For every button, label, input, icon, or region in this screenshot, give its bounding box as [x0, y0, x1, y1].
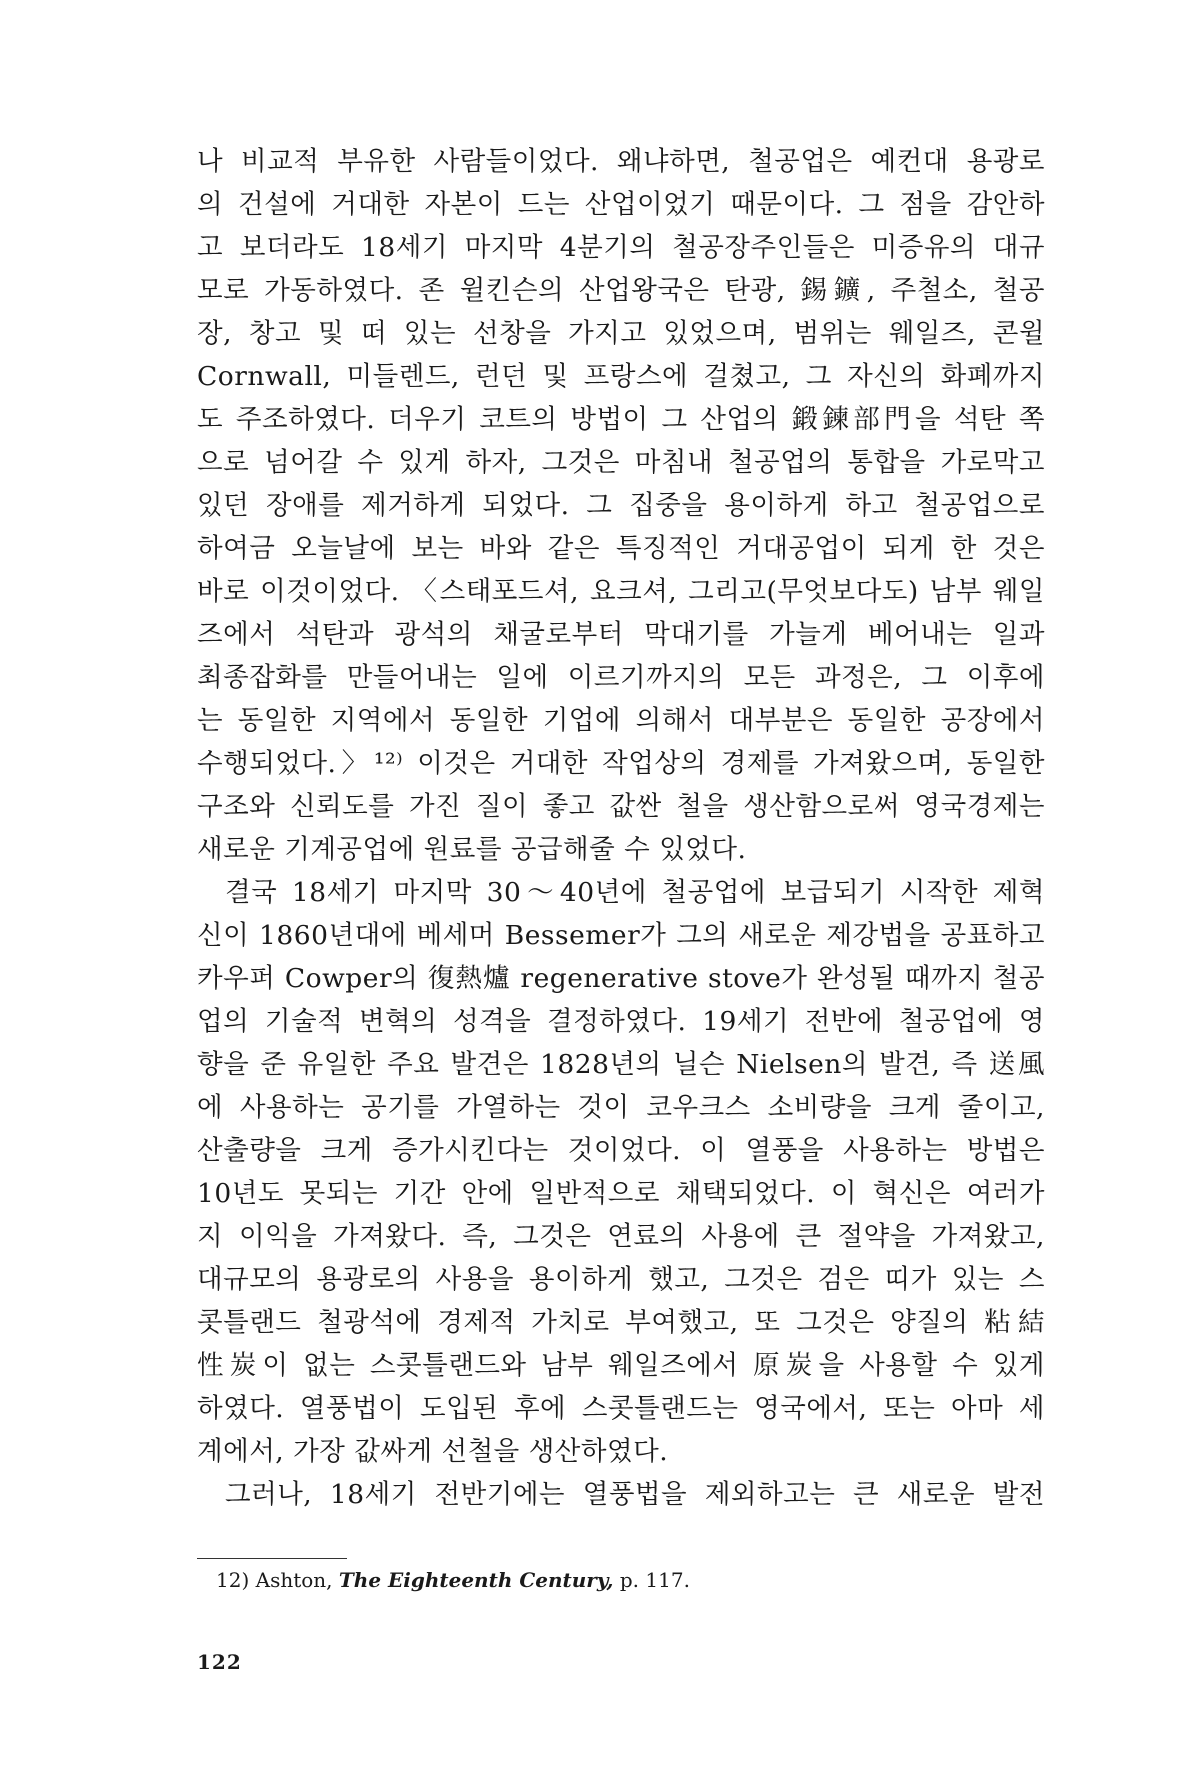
paragraph-start-line: 그러나, 18세기 전반기에는 열풍법을 제외하고는 큰 새로운 발전 — [225, 1479, 1045, 1510]
text-line: 즈에서 석탄과 광석의 채굴로부터 막대기를 가늘게 베어내는 일과 — [197, 619, 1045, 650]
text-line: 있던 장애를 제거하게 되었다. 그 집중을 용이하게 하고 철공업으로 — [197, 490, 1045, 521]
text-line: 나 비교적 부유한 사람들이었다. 왜냐하면, 철공업은 예컨대 용광로 — [197, 146, 1045, 177]
footnote-divider — [197, 1558, 347, 1559]
text-line: 으로 넘어갈 수 있게 하자, 그것은 마침내 철공업의 통합을 가로막고 — [197, 447, 1045, 478]
text-line: 대규모의 용광로의 사용을 용이하게 했고, 그것은 검은 띠가 있는 스 — [197, 1264, 1045, 1295]
text-line: 최종잡화를 만들어내는 일에 이르기까지의 모든 과정은, 그 이후에 — [197, 662, 1045, 693]
text-line: 고 보더라도 18세기 마지막 4분기의 철공장주인들은 미증유의 대규 — [197, 232, 1045, 263]
text-line: 에 사용하는 공기를 가열하는 것이 코우크스 소비량을 크게 줄이고, — [197, 1092, 1045, 1123]
footnote-author: Ashton, — [255, 1568, 333, 1592]
text-line: 하였다. 열풍법이 도입된 후에 스콧틀랜드는 영국에서, 또는 아마 세 — [197, 1393, 1045, 1424]
paragraph-start-line: 결국 18세기 마지막 30～40년에 철공업에 보급되기 시작한 제혁 — [225, 877, 1045, 908]
page-number: 122 — [197, 1650, 242, 1674]
text-line: 신이 1860년대에 베세머 Bessemer가 그의 새로운 제강법을 공표하고 — [197, 920, 1045, 951]
text-line: 의 건설에 거대한 자본이 드는 산업이었기 때문이다. 그 점을 감안하 — [197, 189, 1045, 220]
footnote — [216, 1566, 690, 1594]
text-line: 도 주조하였다. 더우기 코트의 방법이 그 산업의 鍛鍊部門을 석탄 쪽 — [197, 404, 1045, 435]
text-line: 카우퍼 Cowper의 復熱爐 regenerative stove가 완성될 때까지 철공 — [197, 963, 1045, 994]
text-line: 계에서, 가장 값싸게 선철을 생산하였다. — [197, 1436, 669, 1467]
text-line: 모로 가동하였다. 존 윌킨슨의 산업왕국은 탄광, 錫鑛, 주철소, 철공 — [197, 275, 1045, 306]
footnote-marker: 12) — [216, 1568, 250, 1592]
text-line: 지 이익을 가져왔다. 즉, 그것은 연료의 사용에 큰 절약을 가져왔고, — [197, 1221, 1045, 1252]
text-line: 구조와 신뢰도를 가진 질이 좋고 값싼 철을 생산함으로써 영국경제는 — [197, 791, 1045, 822]
text-line: 콧틀랜드 철광석에 경제적 가치로 부여했고, 또 그것은 양질의 粘結 — [197, 1307, 1045, 1338]
text-line: 새로운 기계공업에 원료를 공급해줄 수 있었다. — [197, 834, 747, 865]
text-line: 업의 기술적 변혁의 성격을 결정하였다. 19세기 전반에 철공업에 영 — [197, 1006, 1045, 1037]
text-line: 는 동일한 지역에서 동일한 기업에 의해서 대부분은 동일한 공장에서 — [197, 705, 1045, 736]
text-line: 수행되었다.〉¹²⁾ 이것은 거대한 작업상의 경제를 가져왔으며, 동일한 — [197, 748, 1045, 779]
text-line: 향을 준 유일한 주요 발견은 1828년의 닐슨 Nielsen의 발견, 즉 送風 — [197, 1049, 1045, 1080]
text-line: 바로 이것이었다. 〈스태포드셔, 요크셔, 그리고(무엇보다도) 남부 웨일 — [197, 576, 1045, 607]
text-line: 하여금 오늘날에 보는 바와 같은 특징적인 거대공업이 되게 한 것은 — [197, 533, 1045, 564]
body-text — [197, 140, 1045, 1516]
text-line: 性炭이 없는 스콧틀랜드와 남부 웨일즈에서 原炭을 사용할 수 있게 — [197, 1350, 1045, 1381]
text-line: 10년도 못되는 기간 안에 일반적으로 채택되었다. 이 혁신은 여러가 — [197, 1178, 1045, 1209]
text-line: 장, 창고 및 떠 있는 선창을 가지고 있었으며, 범위는 웨일즈, 콘윌 — [197, 318, 1045, 349]
text-line: Cornwall, 미들렌드, 런던 및 프랑스에 걸쳤고, 그 자신의 화폐까지 — [197, 361, 1045, 392]
footnote-title: The Eighteenth Century, — [338, 1568, 614, 1592]
text-line: 산출량을 크게 증가시킨다는 것이었다. 이 열풍을 사용하는 방법은 — [197, 1135, 1045, 1166]
footnote-page: p. 117. — [619, 1568, 690, 1592]
